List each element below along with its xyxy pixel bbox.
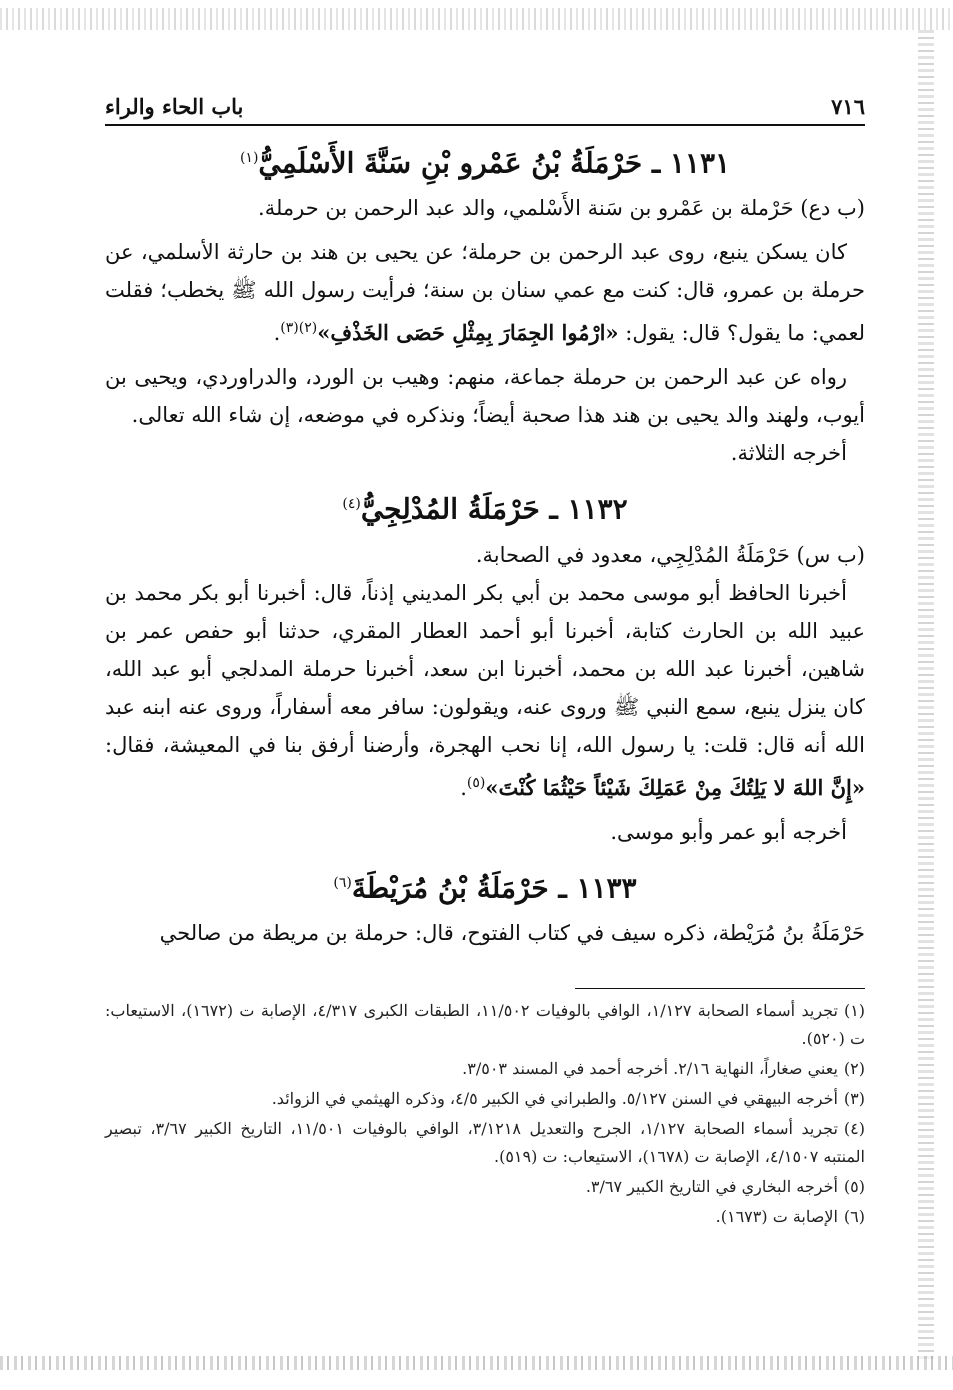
page-border-bottom [0,1356,953,1370]
hadith-quote: «ارْمُوا الجِمَارَ بِمِثْلِ حَصَى الخَذْفِ» [317,320,619,346]
entry-title-1133: ١١٣٣ ـ حَرْمَلَةُ بْنُ مُرَيْطَةَ$^{(٦)}$ [333,870,637,904]
footnote: (١)تجريد أسماء الصحابة ١/١٢٧، الوافي بالوفيات ١١/٥٠٢، الطبقات الكبرى ٤/٣١٧، الإصابة ت (١٦٧٢)، الاستيعاب: ت (٥٢٠). [105,1000,866,1048]
entry-para: أخرجه الثلاثة. [730,441,847,466]
running-head [105,90,865,126]
entry-title-1131: ١١٣١ ـ حَرْمَلَةُ بْنُ عَمْرو بْنِ سَنَّةَ الأَسْلَمِيُّ$^{(١)}$ [239,146,731,180]
entry-para: (ب س) حَرْمَلَةُ المُدْلِجِي، معدود في الصحابة. [475,542,865,567]
entry-para: (ب دع) حَرْملة بن عَمْرو بن سَنة الأَسْلمي، والد عبد الرحمن بن حرملة. [258,196,865,221]
entry-para: أخبرنا الحافظ أبو موسى محمد بن أبي بكر المديني إذناً، قال: أخبرنا أبو بكر محمد بن عبيد الله بن الحارث كتابة، أخبرنا أبو أحمد العطار المقري، حدثنا أبو حفص عمر بن شاهين، أخبرنا عبد الله بن محمد، أخبرنا ابن سعد، أخبرنا حرملة المدلجي أبو عبد الله، كان ينزل ينبع، سمع النبي ﷺ وروى عنه، ويقولون: سافر معه أسفاراً، وروى عنه ابنه عبد الله أنه قال: قلت: يا رسول الله، إنا نحب الهجرة، وأرضنا أرفق بنا في المعيشة، فقال: «إِنَّ اللهَ لا يَلِتُكَ مِنْ عَمَلِكَ شَيْئاً حَيْثُمَا كُنْتَ»$^{(٥)}$. [105,580,865,800]
entry-para: حَرْمَلَةُ بنُ مُرَيْطة، ذكره سيف في كتاب الفتوح، قال: حرملة بن مريطة من صالحي [159,920,865,945]
entry-para: رواه عن عبد الرحمن بن حرملة جماعة، منهم: وهيب بن الورد، والدراوردي، ويحيى بن أيوب، ولهند والد يحيى بن هند هذا صحبة أيضاً؛ ونذكره في موضعه، إن شاء الله تعالى. [105,365,865,428]
footnote: (٢)يعني صغاراً، النهاية ٢/١٦. أخرجه أحمد في المسند ٣/٥٠٣. [462,1058,865,1078]
footnote: (٤)تجريد أسماء الصحابة ١/١٢٧، الجرح والتعديل ٣/١٢١٨، الوافي بالوفيات ١١/٥٠١، التاريخ الكبير ٣/٦٧، تبصير المنتبه ٤/١٥٠٧، الإصابة ت (١٦٧٨)، الاستيعاب: ت (٥١٩). [105,1118,866,1166]
footnote: (٣)أخرجه البيهقي في السنن ٥/١٢٧. والطبراني في الكبير ٤/٥، وذكره الهيثمي في الزوائد. [271,1088,865,1108]
footnote: (٦)الإصابة ت (١٦٧٣). [715,1206,865,1226]
footnotes [105,997,865,1231]
page-border-top [0,8,953,30]
entry-para: أخرجه أبو عمر وأبو موسى. [610,819,847,844]
entry-title-1132: ١١٣٢ ـ حَرْمَلَةُ المُدْلِجِيُّ$^{(٤)}$ [342,492,628,526]
footnote: (٥)أخرجه البخاري في التاريخ الكبير ٣/٦٧. [585,1176,865,1196]
chapter-title: باب الحاء والراء [105,94,244,119]
page-number: ٧١٦ [831,94,865,119]
page-body [105,90,865,1233]
footnote-rule [575,988,865,989]
entry-para: كان يسكن ينبع، روى عبد الرحمن بن حرملة؛ عن يحيى بن هند بن حارثة الأسلمي، عن حرملة بن عمرو، قال: كنت مع عمي سنان بن سنة؛ فرأيت رسول الله ﷺ يخطب؛ فقلت لعمي: ما يقول؟ قال: يقول: «ارْمُوا الجِمَارَ بِمِثْلِ حَصَى الخَذْفِ»$^{(٢)(٣)}$. [105,240,865,346]
hadith-quote: «إِنَّ اللهَ لا يَلِتُكَ مِنْ عَمَلِكَ شَيْئاً حَيْثُمَا كُنْتَ» [485,774,865,800]
page-border-right [918,30,934,1360]
